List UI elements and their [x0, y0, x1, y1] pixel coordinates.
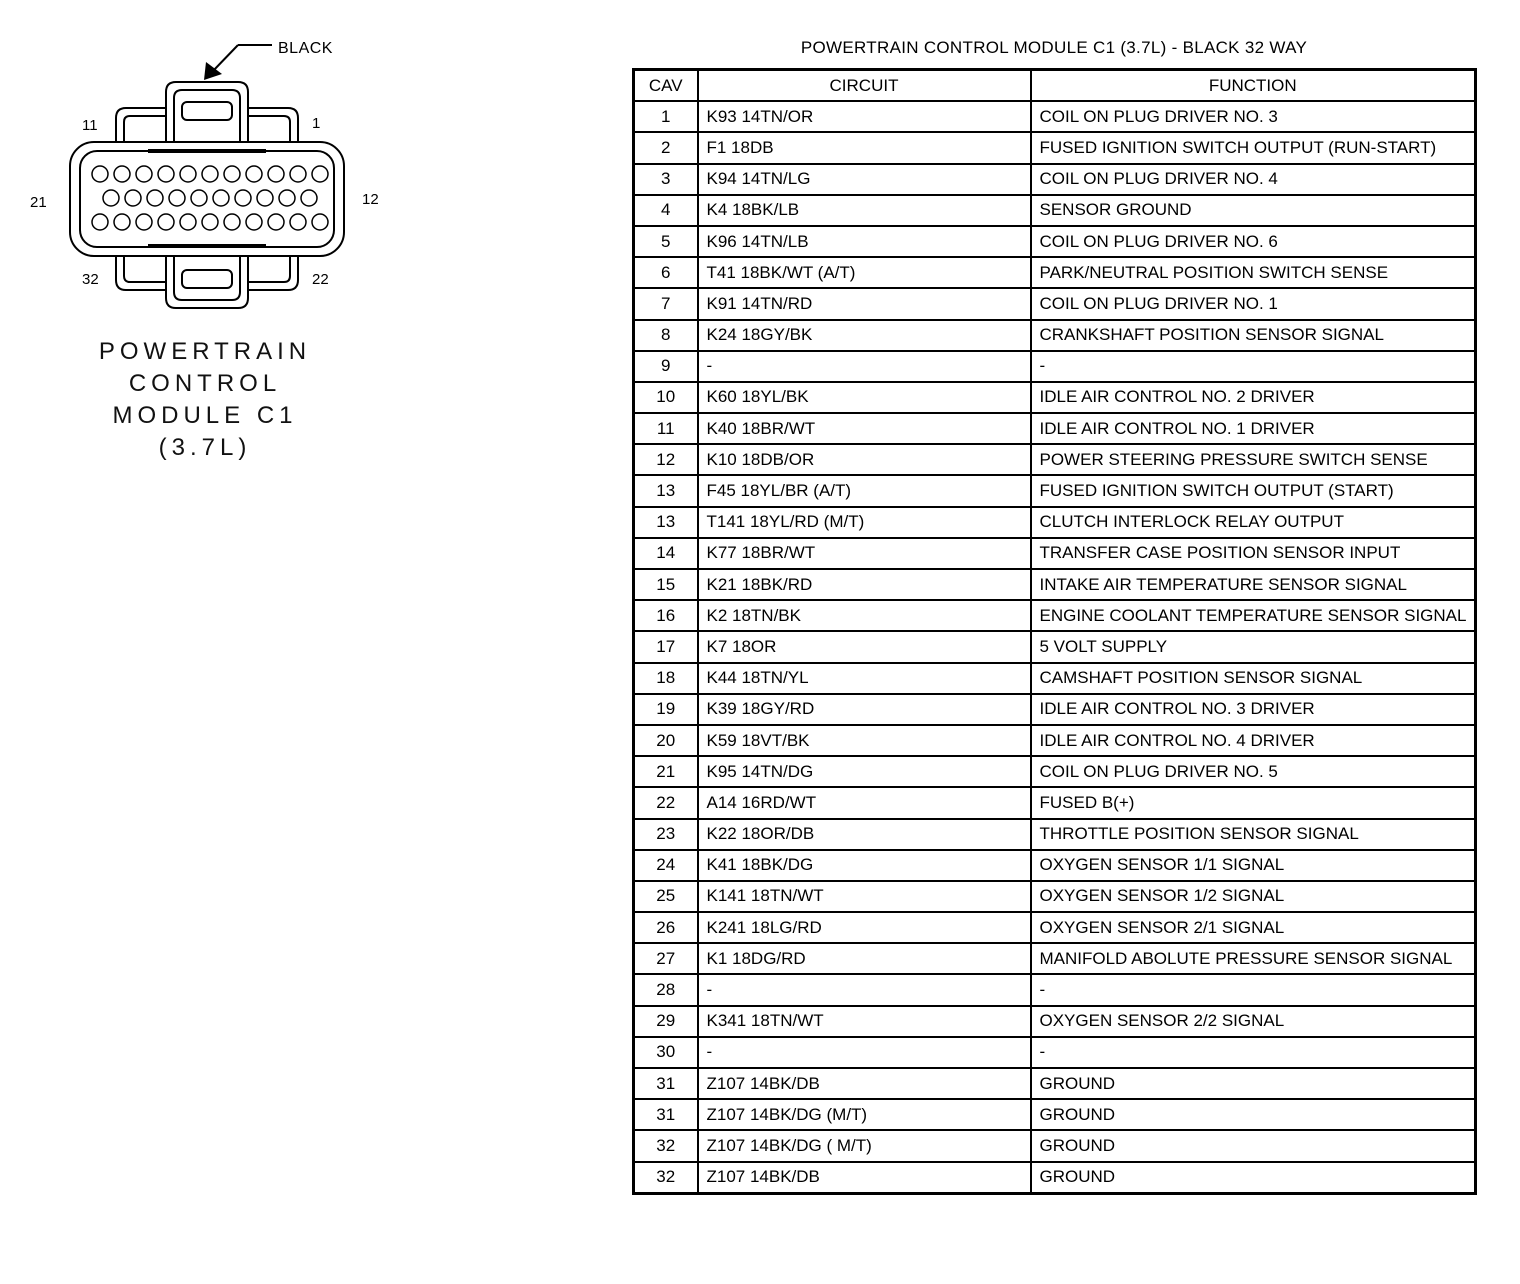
- cav-cell: 18: [634, 663, 698, 694]
- function-cell: OXYGEN SENSOR 1/2 SIGNAL: [1031, 881, 1476, 912]
- cav-cell: 31: [634, 1068, 698, 1099]
- function-cell: INTAKE AIR TEMPERATURE SENSOR SIGNAL: [1031, 569, 1476, 600]
- header-circuit: CIRCUIT: [698, 70, 1031, 102]
- table-row: [634, 1068, 1476, 1099]
- cav-cell: 26: [634, 912, 698, 943]
- circuit-cell: K94 14TN/LG: [698, 164, 1031, 195]
- circuit-cell: K241 18LG/RD: [698, 912, 1031, 943]
- function-cell: IDLE AIR CONTROL NO. 3 DRIVER: [1031, 694, 1476, 725]
- table-row: [634, 569, 1476, 600]
- function-cell: COIL ON PLUG DRIVER NO. 3: [1031, 101, 1476, 132]
- table-row: [634, 382, 1476, 413]
- function-cell: IDLE AIR CONTROL NO. 2 DRIVER: [1031, 382, 1476, 413]
- cav-cell: 13: [634, 507, 698, 538]
- cav-cell: 16: [634, 600, 698, 631]
- table-row: [634, 257, 1476, 288]
- cav-cell: 27: [634, 943, 698, 974]
- table-row: [634, 600, 1476, 631]
- cav-cell: 31: [634, 1099, 698, 1130]
- function-cell: FUSED IGNITION SWITCH OUTPUT (RUN-START): [1031, 132, 1476, 163]
- table-row: [634, 1162, 1476, 1194]
- circuit-cell: K1 18DG/RD: [698, 943, 1031, 974]
- bottom-latch-inner: [174, 255, 240, 300]
- table-row: [634, 1130, 1476, 1161]
- circuit-cell: K91 14TN/RD: [698, 288, 1031, 319]
- cav-cell: 23: [634, 819, 698, 850]
- function-cell: OXYGEN SENSOR 2/1 SIGNAL: [1031, 912, 1476, 943]
- function-cell: 5 VOLT SUPPLY: [1031, 631, 1476, 662]
- function-cell: COIL ON PLUG DRIVER NO. 4: [1031, 164, 1476, 195]
- lower-right-ear-inner: [248, 255, 290, 282]
- table-row: [634, 725, 1476, 756]
- pin-label-12: 12: [362, 191, 379, 208]
- circuit-cell: K341 18TN/WT: [698, 1006, 1031, 1037]
- circuit-cell: K4 18BK/LB: [698, 195, 1031, 226]
- function-cell: -: [1031, 351, 1476, 382]
- cav-cell: 30: [634, 1037, 698, 1068]
- table-row: [634, 881, 1476, 912]
- cav-cell: 24: [634, 850, 698, 881]
- header-cav: CAV: [634, 70, 698, 102]
- circuit-cell: K39 18GY/RD: [698, 694, 1031, 725]
- circuit-cell: Z107 14BK/DG ( M/T): [698, 1130, 1031, 1161]
- cav-cell: 32: [634, 1130, 698, 1161]
- circuit-cell: -: [698, 351, 1031, 382]
- table-row: [634, 1037, 1476, 1068]
- table-title: POWERTRAIN CONTROL MODULE C1 (3.7L) - BLACK 32 WAY: [800, 38, 1308, 57]
- function-cell: -: [1031, 974, 1476, 1005]
- circuit-cell: K141 18TN/WT: [698, 881, 1031, 912]
- cav-cell: 22: [634, 787, 698, 818]
- pin-label-22: 22: [312, 271, 329, 288]
- function-cell: TRANSFER CASE POSITION SENSOR INPUT: [1031, 538, 1476, 569]
- table-row: [634, 631, 1476, 662]
- cav-cell: 9: [634, 351, 698, 382]
- table-row: [634, 413, 1476, 444]
- circuit-cell: K60 18YL/BK: [698, 382, 1031, 413]
- function-cell: GROUND: [1031, 1099, 1476, 1130]
- function-cell: FUSED B(+): [1031, 787, 1476, 818]
- function-cell: COIL ON PLUG DRIVER NO. 6: [1031, 226, 1476, 257]
- table-row: [634, 974, 1476, 1005]
- cav-cell: 12: [634, 444, 698, 475]
- cav-cell: 6: [634, 257, 698, 288]
- table-row: [634, 787, 1476, 818]
- circuit-cell: K10 18DB/OR: [698, 444, 1031, 475]
- table-row: [634, 101, 1476, 132]
- caption-line: POWERTRAIN: [98, 338, 312, 365]
- caption-line: MODULE C1: [112, 402, 298, 429]
- lower-left-ear-inner: [124, 255, 166, 282]
- pin-label-11: 11: [82, 117, 98, 134]
- cav-cell: 1: [634, 101, 698, 132]
- circuit-cell: K44 18TN/YL: [698, 663, 1031, 694]
- table-row: [634, 912, 1476, 943]
- circuit-cell: K2 18TN/BK: [698, 600, 1031, 631]
- caption-line: CONTROL: [128, 370, 282, 397]
- connector-color-label: BLACK: [278, 40, 333, 57]
- table-row: [634, 444, 1476, 475]
- cav-cell: 11: [634, 413, 698, 444]
- table-row: [634, 226, 1476, 257]
- function-cell: PARK/NEUTRAL POSITION SWITCH SENSE: [1031, 257, 1476, 288]
- function-cell: SENSOR GROUND: [1031, 195, 1476, 226]
- top-latch-window: [182, 102, 232, 120]
- function-cell: THROTTLE POSITION SENSOR SIGNAL: [1031, 819, 1476, 850]
- table-row: [634, 663, 1476, 694]
- cav-cell: 15: [634, 569, 698, 600]
- upper-left-ear-inner: [124, 116, 166, 145]
- bottom-latch-window: [182, 270, 232, 288]
- function-cell: -: [1031, 1037, 1476, 1068]
- table-row: [634, 538, 1476, 569]
- circuit-cell: K21 18BK/RD: [698, 569, 1031, 600]
- cav-cell: 25: [634, 881, 698, 912]
- top-latch-inner: [174, 90, 240, 145]
- pin-label-32: 32: [82, 271, 99, 288]
- function-cell: IDLE AIR CONTROL NO. 1 DRIVER: [1031, 413, 1476, 444]
- upper-right-ear-inner: [248, 116, 290, 145]
- circuit-cell: K93 14TN/OR: [698, 101, 1031, 132]
- table-row: [634, 507, 1476, 538]
- cav-cell: 21: [634, 756, 698, 787]
- cav-cell: 13: [634, 475, 698, 506]
- circuit-cell: F45 18YL/BR (A/T): [698, 475, 1031, 506]
- function-cell: ENGINE COOLANT TEMPERATURE SENSOR SIGNAL: [1031, 600, 1476, 631]
- cav-cell: 5: [634, 226, 698, 257]
- function-cell: GROUND: [1031, 1162, 1476, 1194]
- circuit-cell: K24 18GY/BK: [698, 320, 1031, 351]
- leader-line: [212, 45, 238, 72]
- table-row: [634, 1006, 1476, 1037]
- circuit-cell: F1 18DB: [698, 132, 1031, 163]
- circuit-cell: K22 18OR/DB: [698, 819, 1031, 850]
- table-row: [634, 195, 1476, 226]
- function-cell: GROUND: [1031, 1130, 1476, 1161]
- function-cell: IDLE AIR CONTROL NO. 4 DRIVER: [1031, 725, 1476, 756]
- circuit-cell: T141 18YL/RD (M/T): [698, 507, 1031, 538]
- header-function: FUNCTION: [1031, 70, 1476, 102]
- cav-cell: 7: [634, 288, 698, 319]
- cav-cell: 4: [634, 195, 698, 226]
- function-cell: GROUND: [1031, 1068, 1476, 1099]
- cav-cell: 19: [634, 694, 698, 725]
- connector-caption: [60, 336, 350, 464]
- function-cell: FUSED IGNITION SWITCH OUTPUT (START): [1031, 475, 1476, 506]
- circuit-cell: K40 18BR/WT: [698, 413, 1031, 444]
- cav-cell: 3: [634, 164, 698, 195]
- circuit-cell: K41 18BK/DG: [698, 850, 1031, 881]
- function-cell: CAMSHAFT POSITION SENSOR SIGNAL: [1031, 663, 1476, 694]
- circuit-cell: K59 18VT/BK: [698, 725, 1031, 756]
- circuit-cell: T41 18BK/WT (A/T): [698, 257, 1031, 288]
- function-cell: COIL ON PLUG DRIVER NO. 1: [1031, 288, 1476, 319]
- circuit-cell: K96 14TN/LB: [698, 226, 1031, 257]
- table-row: [634, 756, 1476, 787]
- circuit-cell: Z107 14BK/DG (M/T): [698, 1099, 1031, 1130]
- function-cell: OXYGEN SENSOR 1/1 SIGNAL: [1031, 850, 1476, 881]
- table-row: [634, 694, 1476, 725]
- pinout-table: [632, 68, 1477, 1195]
- table-row: [634, 288, 1476, 319]
- function-cell: POWER STEERING PRESSURE SWITCH SENSE: [1031, 444, 1476, 475]
- function-cell: OXYGEN SENSOR 2/2 SIGNAL: [1031, 1006, 1476, 1037]
- function-cell: CLUTCH INTERLOCK RELAY OUTPUT: [1031, 507, 1476, 538]
- cav-cell: 17: [634, 631, 698, 662]
- cav-cell: 32: [634, 1162, 698, 1194]
- circuit-cell: -: [698, 974, 1031, 1005]
- cav-cell: 20: [634, 725, 698, 756]
- cav-cell: 8: [634, 320, 698, 351]
- circuit-cell: K95 14TN/DG: [698, 756, 1031, 787]
- cav-cell: 28: [634, 974, 698, 1005]
- table-row: [634, 351, 1476, 382]
- circuit-cell: K7 18OR: [698, 631, 1031, 662]
- circuit-cell: A14 16RD/WT: [698, 787, 1031, 818]
- table-row: [634, 475, 1476, 506]
- circuit-cell: Z107 14BK/DB: [698, 1162, 1031, 1194]
- table-row: [634, 1099, 1476, 1130]
- pin-label-1: 1: [312, 115, 321, 132]
- table-header-row: [634, 70, 1476, 102]
- caption-line: (3.7L): [158, 434, 252, 461]
- pin-label-21: 21: [30, 194, 47, 211]
- cav-cell: 10: [634, 382, 698, 413]
- table-row: [634, 819, 1476, 850]
- table-row: [634, 132, 1476, 163]
- table-row: [634, 943, 1476, 974]
- cav-cell: 2: [634, 132, 698, 163]
- circuit-cell: K77 18BR/WT: [698, 538, 1031, 569]
- circuit-cell: Z107 14BK/DB: [698, 1068, 1031, 1099]
- circuit-cell: -: [698, 1037, 1031, 1068]
- function-cell: CRANKSHAFT POSITION SENSOR SIGNAL: [1031, 320, 1476, 351]
- table-row: [634, 850, 1476, 881]
- function-cell: COIL ON PLUG DRIVER NO. 5: [1031, 756, 1476, 787]
- table-row: [634, 164, 1476, 195]
- table-row: [634, 320, 1476, 351]
- cav-cell: 29: [634, 1006, 698, 1037]
- cav-cell: 14: [634, 538, 698, 569]
- function-cell: MANIFOLD ABOLUTE PRESSURE SENSOR SIGNAL: [1031, 943, 1476, 974]
